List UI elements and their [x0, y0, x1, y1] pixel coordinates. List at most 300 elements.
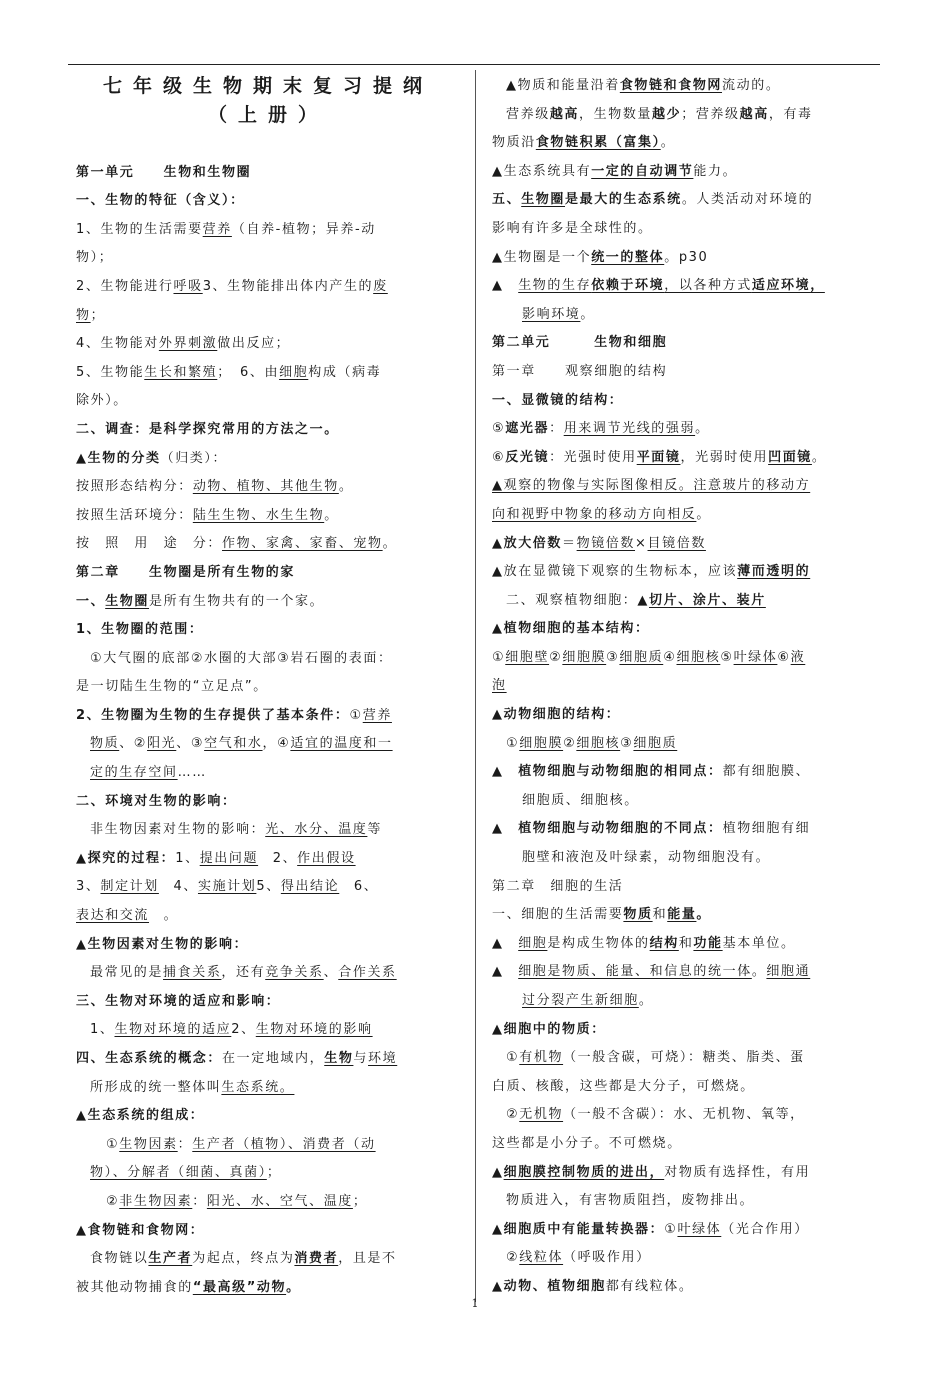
- text-segment: 做出反应；: [217, 336, 291, 352]
- text-segment: ②: [549, 649, 563, 665]
- text-segment: 生物因素: [119, 1136, 178, 1152]
- text-segment: ③: [606, 649, 620, 665]
- text-segment: 按照形态结构分：: [76, 479, 193, 495]
- text-segment: ▲观察的物像与实际图像相反。注意玻片的移: [492, 478, 781, 494]
- text-segment: ▲放在显微镜下观察的生物标本，应该: [492, 564, 738, 580]
- blank-line: [76, 130, 460, 159]
- text-segment: 作出假设: [297, 850, 356, 866]
- text-segment: 切片、涂片、装片: [649, 592, 766, 608]
- text-segment: 对物质有选择性，有用: [664, 1164, 811, 1180]
- text-segment: 向和视野中物象的移动方向相反: [492, 506, 697, 522]
- header-rule: [68, 64, 880, 65]
- text-line: [492, 129, 878, 158]
- text-segment: 。: [149, 908, 179, 924]
- text-segment: 七年级生物期末复习提纲: [102, 75, 433, 97]
- text-segment: 影响有许多是全球性的。: [492, 220, 653, 236]
- text-segment: 1、: [90, 1022, 115, 1038]
- text-segment: 依赖于环境: [591, 278, 665, 294]
- text-segment: 、②: [119, 736, 148, 752]
- text-segment: 能量: [667, 907, 697, 923]
- text-segment: 和: [652, 907, 668, 923]
- text-segment: 被其他动物捕食的: [76, 1279, 193, 1295]
- text-line: [76, 1245, 460, 1274]
- text-segment: 。: [696, 907, 712, 923]
- text-line: [492, 272, 878, 301]
- text-segment: 反光镜: [505, 449, 550, 465]
- text-segment: 细胞: [279, 364, 309, 380]
- text-segment: ①: [492, 649, 506, 665]
- text-line: [76, 1217, 460, 1246]
- text-segment: 一、生物的特征（含义）：: [76, 193, 245, 209]
- text-segment: 、③: [176, 736, 205, 752]
- text-segment: 细胞核: [676, 649, 721, 665]
- text-segment: 、: [323, 965, 339, 981]
- text-segment: 物质: [623, 907, 653, 923]
- text-segment: 泡: [492, 678, 507, 694]
- text-segment: “最高级”动物: [192, 1279, 287, 1295]
- text-line: [492, 358, 878, 387]
- text-line: [76, 1131, 460, 1160]
- text-line: [76, 902, 460, 931]
- text-line: [492, 72, 878, 101]
- text-segment: 五、: [492, 192, 522, 208]
- text-segment: ▲探究的过程：: [76, 850, 176, 866]
- text-segment: ▲细胞中的物质：: [492, 1021, 606, 1037]
- text-segment: 越高: [549, 106, 580, 122]
- text-line: [76, 845, 460, 874]
- text-segment: ▲: [492, 935, 519, 951]
- text-segment: ▲放大倍数: [492, 535, 562, 551]
- text-segment: 除外）。: [76, 393, 128, 409]
- text-segment: 3、生物能排出体内产生的: [202, 278, 374, 294]
- text-segment: ②: [106, 1193, 120, 1209]
- text-segment: 按 照 用 途 分：: [76, 536, 223, 552]
- text-segment: 和: [678, 935, 694, 951]
- text-line: [492, 530, 878, 559]
- text-segment: 2、: [231, 1022, 256, 1038]
- text-line: [76, 445, 460, 474]
- document-title: [76, 72, 460, 101]
- text-segment: 作物、家禽、家畜、宠物: [222, 536, 383, 552]
- text-segment: （上册）: [207, 104, 328, 126]
- text-segment: 有机物: [519, 1050, 564, 1066]
- text-segment: 用来调节光线的强弱: [563, 421, 696, 437]
- text-segment: 。人类活动对环境的: [681, 192, 814, 208]
- text-line: [76, 302, 460, 331]
- text-segment: 。: [338, 479, 354, 495]
- text-segment: 适应环境，: [751, 278, 825, 294]
- text-segment: 是最大的生态系统: [565, 192, 682, 208]
- text-segment: 表达和交流: [76, 908, 150, 924]
- text-segment: 提出问题: [199, 850, 259, 866]
- page-number: 1: [471, 1297, 479, 1310]
- text-segment: 过分裂产生新细胞: [522, 993, 639, 1008]
- text-line: [492, 901, 878, 930]
- text-segment: 环境: [368, 1051, 398, 1066]
- text-segment: （光合作用）: [721, 1221, 809, 1237]
- text-segment: 物）；: [76, 250, 114, 266]
- text-segment: 合作关系: [338, 965, 397, 981]
- text-line: [492, 1073, 878, 1102]
- text-segment: 一、细胞的生活需要: [492, 907, 624, 923]
- text-segment: 细胞核: [576, 735, 621, 751]
- text-segment: 是所有生物共有的一个家。: [149, 593, 325, 609]
- text-segment: 食物链积累（富集）: [535, 135, 661, 151]
- text-line: [492, 844, 878, 873]
- text-segment: 细胞质: [619, 649, 664, 665]
- text-segment: ②: [506, 1250, 520, 1266]
- text-line: [76, 1045, 460, 1074]
- text-segment: 都有细胞膜、: [722, 764, 811, 780]
- text-segment: 为起点，终点为: [192, 1251, 295, 1267]
- text-segment: ，且是不: [338, 1251, 397, 1267]
- text-line: [492, 615, 878, 644]
- text-line: [76, 502, 460, 531]
- text-segment: 无机物: [519, 1107, 564, 1123]
- text-segment: 细胞通: [766, 964, 811, 980]
- text-line: [492, 1216, 878, 1245]
- text-line: [492, 387, 878, 416]
- text-segment: 叶绿体: [677, 1221, 722, 1237]
- text-segment: ①大气圈的底部②水圈的大部③岩石圈的表面：: [90, 650, 393, 666]
- text-segment: 2、生物圈为生物的生存提供了基本条件：: [76, 707, 350, 723]
- text-segment: 基本单位。: [722, 935, 796, 951]
- text-segment: 叶绿体: [733, 649, 778, 665]
- text-segment: 目镜倍数: [647, 535, 706, 551]
- text-line: [76, 216, 460, 245]
- text-segment: 呼吸: [173, 278, 203, 294]
- text-segment: ； 6、由: [217, 364, 280, 380]
- text-segment: ▲动物、植物细胞: [492, 1278, 606, 1294]
- text-segment: 营养级: [506, 106, 550, 122]
- text-line: [492, 244, 878, 273]
- right-column: [492, 72, 878, 1302]
- text-segment: ，以各种方式: [664, 278, 752, 294]
- text-line: [492, 501, 878, 530]
- text-line: [492, 758, 878, 787]
- text-segment: 物质进入，有害物质阻挡，废物排出。: [506, 1193, 755, 1209]
- text-segment: 细胞质、细胞核。: [522, 792, 639, 808]
- text-line: [492, 1187, 878, 1216]
- text-segment: 得出结论: [280, 879, 340, 895]
- text-segment: 物镜倍数: [576, 535, 636, 551]
- text-segment: 是一切陆生生物的“立足点”。: [76, 679, 268, 695]
- text-line: [492, 1244, 878, 1273]
- text-segment: ④: [663, 649, 677, 665]
- text-segment: ⑥: [777, 649, 791, 665]
- text-line: [492, 415, 878, 444]
- text-line: [76, 1074, 460, 1103]
- text-segment: 物质: [90, 736, 120, 752]
- text-segment: 植物细胞与动物细胞的相同点：: [518, 764, 723, 780]
- text-segment: 细胞质: [633, 735, 678, 751]
- text-line: [492, 301, 878, 330]
- text-line: [492, 1130, 878, 1159]
- text-line: [492, 1016, 878, 1045]
- text-segment: 食物链以: [90, 1251, 149, 1267]
- text-segment: ⑥: [492, 449, 506, 465]
- text-segment: ③: [620, 735, 634, 751]
- text-segment: 阳光: [147, 736, 177, 752]
- text-segment: 二、环境对生物的影响：: [76, 793, 237, 809]
- text-segment: 动物、植物、其他生物: [192, 479, 339, 495]
- text-line: [492, 1044, 878, 1073]
- text-line: [492, 444, 878, 473]
- text-segment: 所形成的统一整体叫: [90, 1079, 222, 1095]
- text-segment: ▲动物细胞的结构：: [492, 707, 621, 723]
- text-segment: 第二章 细胞的生活: [492, 878, 624, 894]
- text-segment: 第一单元 生物和生物圈: [76, 164, 252, 180]
- text-segment: 非生物因素对生物的影响：: [90, 822, 266, 838]
- text-line: [76, 702, 460, 731]
- text-segment: 1、: [76, 622, 102, 638]
- text-line: [76, 673, 460, 702]
- text-segment: 二、观察植物细胞：: [506, 592, 638, 608]
- text-segment: 越少: [652, 106, 682, 122]
- text-segment: 。: [751, 964, 767, 980]
- text-line: [76, 530, 460, 559]
- text-segment: 细胞是物质、能量、和信息的统一体: [518, 964, 752, 980]
- text-segment: ，还有: [221, 965, 266, 981]
- text-segment: 空气和水: [204, 736, 263, 752]
- text-segment: 营养: [362, 707, 392, 723]
- text-segment: ：: [192, 1193, 207, 1209]
- text-segment: ▲: [492, 1164, 504, 1180]
- text-line: [76, 588, 460, 617]
- text-line: [76, 759, 460, 788]
- text-segment: （自养-植物；异养-动: [231, 221, 376, 237]
- text-line: [76, 416, 460, 445]
- text-segment: ，生物数量: [579, 106, 653, 122]
- text-segment: 白质、核酸，这些都是大分子，可燃烧。: [492, 1078, 755, 1094]
- text-segment: 流动的。: [722, 78, 781, 93]
- text-segment: ：: [549, 421, 564, 437]
- text-segment: 生物对环境的影响: [255, 1022, 373, 1038]
- text-segment: 功能: [693, 935, 723, 951]
- text-line: [76, 330, 460, 359]
- text-line: [76, 1102, 460, 1131]
- text-segment: 在一定地域内，: [222, 1051, 325, 1066]
- text-segment: ▲物质和能量沿着: [506, 78, 620, 93]
- text-segment: ▲食物链和食物网：: [76, 1222, 205, 1238]
- text-segment: 实施计划: [197, 879, 257, 895]
- text-segment: ①: [506, 1050, 520, 1066]
- text-line: [492, 158, 878, 187]
- text-segment: 等: [367, 822, 383, 838]
- text-segment: 第一章 观察细胞的结构: [492, 363, 668, 379]
- text-segment: ①: [349, 707, 363, 723]
- text-segment: ①: [106, 1136, 120, 1152]
- text-segment: 定的生存空间: [90, 765, 178, 781]
- text-line: [492, 558, 878, 587]
- text-segment: ▲: [492, 764, 519, 780]
- text-line: [492, 672, 878, 701]
- text-segment: 。: [696, 506, 712, 522]
- column-divider: [475, 70, 476, 1302]
- text-segment: 营养: [202, 221, 232, 237]
- text-segment: ▲: [637, 592, 650, 608]
- text-line: [492, 472, 878, 501]
- text-segment: 三、生物对环境的适应和影响：: [76, 993, 281, 1009]
- text-segment: ①: [506, 735, 520, 751]
- text-segment: 生物圈: [521, 192, 566, 208]
- text-segment: ▲: [492, 821, 519, 837]
- text-segment: 植物细胞有细: [722, 821, 811, 837]
- text-segment: 构成（病毒: [308, 364, 382, 380]
- text-segment: 。: [286, 1279, 301, 1295]
- text-line: [76, 645, 460, 674]
- text-line: [76, 359, 460, 388]
- text-segment: ▲生物因素对生物的影响：: [76, 936, 249, 952]
- text-line: [76, 1188, 460, 1217]
- text-line: [76, 1159, 460, 1188]
- text-segment: 一、: [76, 593, 106, 609]
- text-segment: 能力。: [693, 163, 738, 179]
- text-segment: 薄而透明的: [737, 564, 811, 580]
- text-segment: 二、调查：是科学探究常用的方法之一。: [76, 421, 339, 437]
- text-segment: 生长和繁殖: [144, 364, 218, 380]
- text-segment: 平面镜: [636, 449, 681, 465]
- text-line: [492, 987, 878, 1016]
- text-segment: 4、: [158, 879, 198, 895]
- text-segment: 结构: [649, 935, 679, 951]
- text-segment: ×: [635, 535, 648, 551]
- text-line: [76, 159, 460, 188]
- text-line: [76, 616, 460, 645]
- text-segment: 细胞壁: [505, 649, 550, 665]
- text-segment: 统一的整体: [591, 249, 665, 265]
- text-segment: 4、生物能对: [76, 336, 159, 352]
- document-title: [76, 101, 460, 130]
- text-segment: 凹面镜: [768, 449, 812, 465]
- text-segment: 物: [76, 307, 91, 323]
- left-column: [76, 72, 460, 1302]
- text-segment: 废: [373, 278, 388, 294]
- text-segment: 植物细胞与动物细胞的不同点：: [518, 821, 723, 837]
- text-segment: 食物链和食物网: [619, 78, 723, 93]
- text-segment: 物）、分解者（细菌、真菌）: [90, 1165, 267, 1181]
- text-segment: 一、显微镜的结构：: [492, 392, 624, 408]
- text-line: [76, 959, 460, 988]
- text-segment: 按照生活环境分：: [76, 507, 193, 523]
- text-segment: （一般不含碳）：水、无机物、氧等，: [563, 1107, 805, 1123]
- text-segment: ②: [563, 735, 577, 751]
- text-segment: 生物圈的范围：: [101, 622, 204, 638]
- text-segment: ▲生物圈是一个: [492, 249, 592, 265]
- text-segment: 阳光、水、空气、温度: [206, 1193, 353, 1209]
- text-line: [76, 788, 460, 817]
- text-segment: 细胞: [518, 935, 548, 951]
- text-segment: 一定的自动调节: [591, 163, 694, 179]
- text-segment: 非生物因素: [119, 1193, 193, 1209]
- text-segment: 胞壁和液泡及叶绿素，动物细胞没有。: [522, 850, 771, 866]
- text-line: [492, 873, 878, 902]
- text-segment: 。: [324, 507, 339, 523]
- text-line: [492, 701, 878, 730]
- text-segment: 这些都是小分子。不可燃烧。: [492, 1135, 682, 1151]
- text-line: [76, 244, 460, 273]
- text-line: [76, 473, 460, 502]
- text-segment: 。: [695, 421, 710, 437]
- text-segment: 动方: [781, 478, 811, 494]
- text-segment: 都有线粒体。: [605, 1278, 694, 1294]
- text-segment: ①: [664, 1221, 678, 1237]
- text-segment: 。: [382, 536, 398, 552]
- text-segment: 是构成生物体的: [547, 935, 650, 951]
- text-line: [492, 101, 878, 130]
- text-line: [492, 329, 878, 358]
- text-segment: 。: [638, 993, 654, 1008]
- text-line: [76, 873, 460, 902]
- text-segment: 外界刺激: [158, 336, 218, 352]
- text-segment: 适宜的温度和一: [290, 736, 393, 752]
- text-line: [492, 186, 878, 215]
- text-segment: 2、: [258, 850, 298, 866]
- text-segment: ；营养级: [681, 106, 740, 122]
- text-segment: 物质沿: [492, 135, 536, 151]
- text-line: [492, 730, 878, 759]
- text-segment: 1、生物的生活需要: [76, 221, 203, 237]
- text-segment: 遮光器: [505, 421, 550, 437]
- text-line: [76, 187, 460, 216]
- text-segment: ②: [506, 1107, 520, 1123]
- text-segment: 生物的生存: [518, 278, 592, 294]
- text-segment: ；: [352, 1193, 368, 1209]
- text-segment: ；: [266, 1165, 282, 1181]
- text-segment: ⑤: [720, 649, 734, 665]
- text-line: [492, 587, 878, 616]
- text-segment: 。: [811, 449, 827, 465]
- text-segment: 制定计划: [100, 879, 159, 895]
- text-segment: 影响环境: [522, 306, 581, 322]
- text-segment: 5、生物能: [76, 364, 145, 380]
- text-segment: ，光弱时使用: [680, 449, 769, 465]
- text-segment: 陆生生物、水生生物: [192, 507, 325, 523]
- text-segment: 光、水分、温度: [265, 822, 368, 838]
- text-segment: ，④: [262, 736, 291, 752]
- text-line: [76, 559, 460, 588]
- text-line: [76, 273, 460, 302]
- text-segment: ▲植物细胞的基本结构：: [492, 621, 650, 637]
- text-segment: 。p30: [664, 249, 709, 265]
- text-segment: 四、生态系统的概念：: [76, 1051, 223, 1066]
- text-segment: （一般含碳，可烧）：糖类、脂类、蛋: [563, 1050, 805, 1066]
- text-segment: ▲生物的分类: [76, 450, 161, 466]
- text-segment: ▲: [492, 964, 519, 980]
- text-segment: 竞争关系: [265, 965, 324, 981]
- text-segment: 细胞膜: [519, 735, 564, 751]
- text-segment: 6、: [339, 879, 379, 895]
- text-segment: 最常见的是: [90, 965, 164, 981]
- text-segment: 消费者: [294, 1251, 339, 1267]
- text-segment: ，有毒: [768, 106, 813, 122]
- text-segment: 第二单元 生物和细胞: [492, 335, 668, 351]
- text-segment: ▲细胞质中有能量转换器：: [492, 1221, 665, 1237]
- text-segment: 2、生物能进行: [76, 278, 174, 294]
- text-line: [76, 816, 460, 845]
- text-line: [492, 815, 878, 844]
- text-segment: 生物: [324, 1051, 354, 1066]
- text-segment: ⑤: [492, 421, 506, 437]
- text-segment: 生物圈: [105, 593, 150, 609]
- text-line: [492, 787, 878, 816]
- text-segment: 第二章 生物圈是所有生物的家: [76, 564, 296, 580]
- text-segment: 捕食关系: [163, 965, 222, 981]
- text-segment: ▲生态系统的组成：: [76, 1108, 205, 1124]
- text-line: [76, 1016, 460, 1045]
- text-segment: 细胞膜: [562, 649, 607, 665]
- text-segment: 生物对环境的适应: [114, 1022, 232, 1038]
